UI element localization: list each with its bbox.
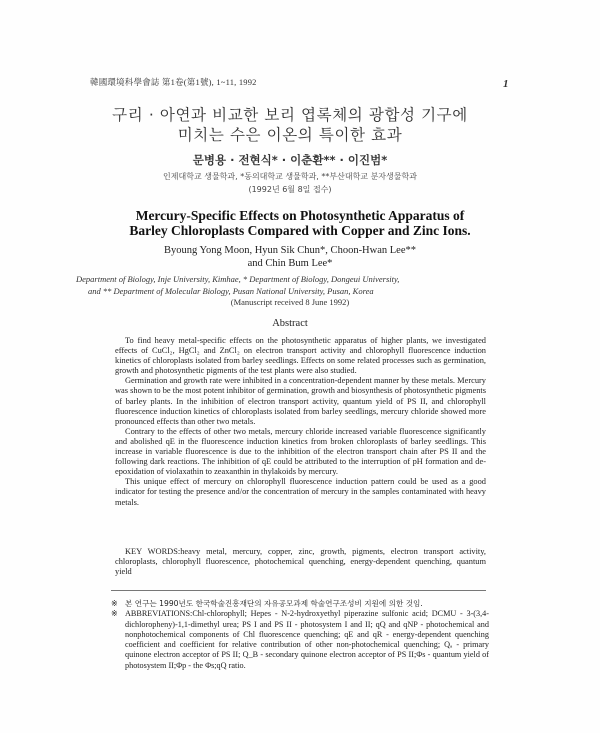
abstract-paragraph: This unique effect of mercury on chlorophyll fluorescence induction pattern could be used as a good indicator for testing the presence and/or the concentration of mercury in the samples contaminated with heavy metals. bbox=[115, 477, 486, 507]
korean-title-line-2: 미치는 수은 이온의 특이한 효과 bbox=[177, 126, 403, 144]
running-head: 韓國環境科學會誌 第1卷(第1號), 1~11, 1992 bbox=[90, 77, 257, 87]
abstract-heading: Abstract bbox=[272, 318, 308, 329]
english-affiliations-line-1: Department of Biology, Inje University, Kimhae, * Department of Biology, Dongeui University, bbox=[76, 274, 400, 284]
reference-mark-icon: ※ bbox=[111, 599, 118, 608]
key-words: KEY WORDS:heavy metal, mercury, copper, zinc, growth, pigments, electron transport activity, chloroplasts, chlorophyll fluorescence, photochemical quenching, energy-dependent quenching, quantum yield bbox=[115, 547, 486, 577]
abstract-paragraph: To find heavy metal-specific effects on the photosynthetic apparatus of higher plants, we investigated effects of CuCl₂, HgCl₂ and ZnCl₂ on electron transport activity and chlorophyll fluorescence induction kinetics of chloroplasts isolated from barley seedlings. Effects on some related processes such as germination, growth and photosynthetic pigments of the test plants were also studied. bbox=[115, 336, 486, 376]
abstract-body bbox=[115, 336, 486, 508]
korean-authors: 문병용 · 전현식* · 이춘환** · 이진범* bbox=[192, 153, 388, 167]
page-number: 1 bbox=[503, 78, 509, 90]
korean-received-date: (1992년 6월 8일 접수) bbox=[248, 185, 332, 194]
footnote-text: ABBREVIATIONS:Chl-chlorophyll; Hepes - N-2-hydroxyethyl piperazine sulfonic acid; DCMU - 3-(3,4-dichloropheny)-1,1-dimethyl urea; PS I and PS II - photosystem I and II; qQ and qNP - photochemical and nonphotochemical components of Chl fluorescence quenching; qE and qR - energy-dependent quenching coefficient and coefficient for relative contribution of other non-photochemical quenching; Qₐ - primary quinone electron acceptor of PS II; Q_B - secondary quinone electron acceptor of PS II;Φs - quantum yield of photosystem II;Φp - the Φs;qQ ratio. bbox=[125, 609, 489, 670]
footnote-abbreviations bbox=[111, 609, 489, 671]
english-title-line-2: Barley Chloroplasts Compared with Copper and Zinc Ions. bbox=[129, 223, 471, 238]
korean-affiliations: 인제대학교 생물학과, *동의대학교 생물학과, **부산대학교 분자생물학과 bbox=[163, 172, 417, 181]
footnotes bbox=[111, 599, 489, 671]
footnote-divider bbox=[111, 590, 486, 591]
abstract-paragraph: Germination and growth rate were inhibited in a concentration-dependent manner by these metals. Mercury was shown to be the most potent inhibitor of germination, growth and biosynthesis of photosynthetic pigments of barley plants. In the inhibition of electron transport activity, quantum yield of PS II, and chlorophyll fluorescence induction kinetics of chloroplasts isolated from barley seedlings, mercury chloride showed more pronounced effects than other two metals. bbox=[115, 376, 486, 426]
abstract-paragraph: Contrary to the effects of other two metals, mercury chloride increased variable fluorescence significantly and abolished qE in the fluorescence induction kinetics from broken chloroplasts of barley seedlings. This increase in variable fluorescence is due to the inhibition of the electron transport chain after PS II and the following dark reactions. The inhibition of qE could be attributed to the interruption of pH formation and de-epoxidation of violaxathin to zeaxanthin in thylakoids by mercury. bbox=[115, 426, 486, 477]
reference-mark-icon: ※ bbox=[111, 609, 118, 619]
english-affiliations-line-2: and ** Department of Molecular Biology, Pusan National University, Pusan, Korea bbox=[88, 286, 374, 296]
korean-title-line-1: 구리 · 아연과 비교한 보리 엽록체의 광합성 기구에 bbox=[112, 106, 468, 124]
manuscript-received: (Manuscript received 8 June 1992) bbox=[230, 297, 350, 307]
footnote-text: 본 연구는 1990년도 한국학술진흥재단의 자유공모과제 학술연구조성비 지원에 의한 것임. bbox=[125, 599, 423, 608]
english-authors-line-1: Byoung Yong Moon, Hyun Sik Chun*, Choon-Hwan Lee** bbox=[163, 245, 416, 256]
english-authors-line-2: and Chin Bum Lee* bbox=[247, 258, 333, 269]
english-title-line-1: Mercury-Specific Effects on Photosynthetic Apparatus of bbox=[135, 208, 465, 223]
footnote-funding bbox=[111, 599, 489, 609]
